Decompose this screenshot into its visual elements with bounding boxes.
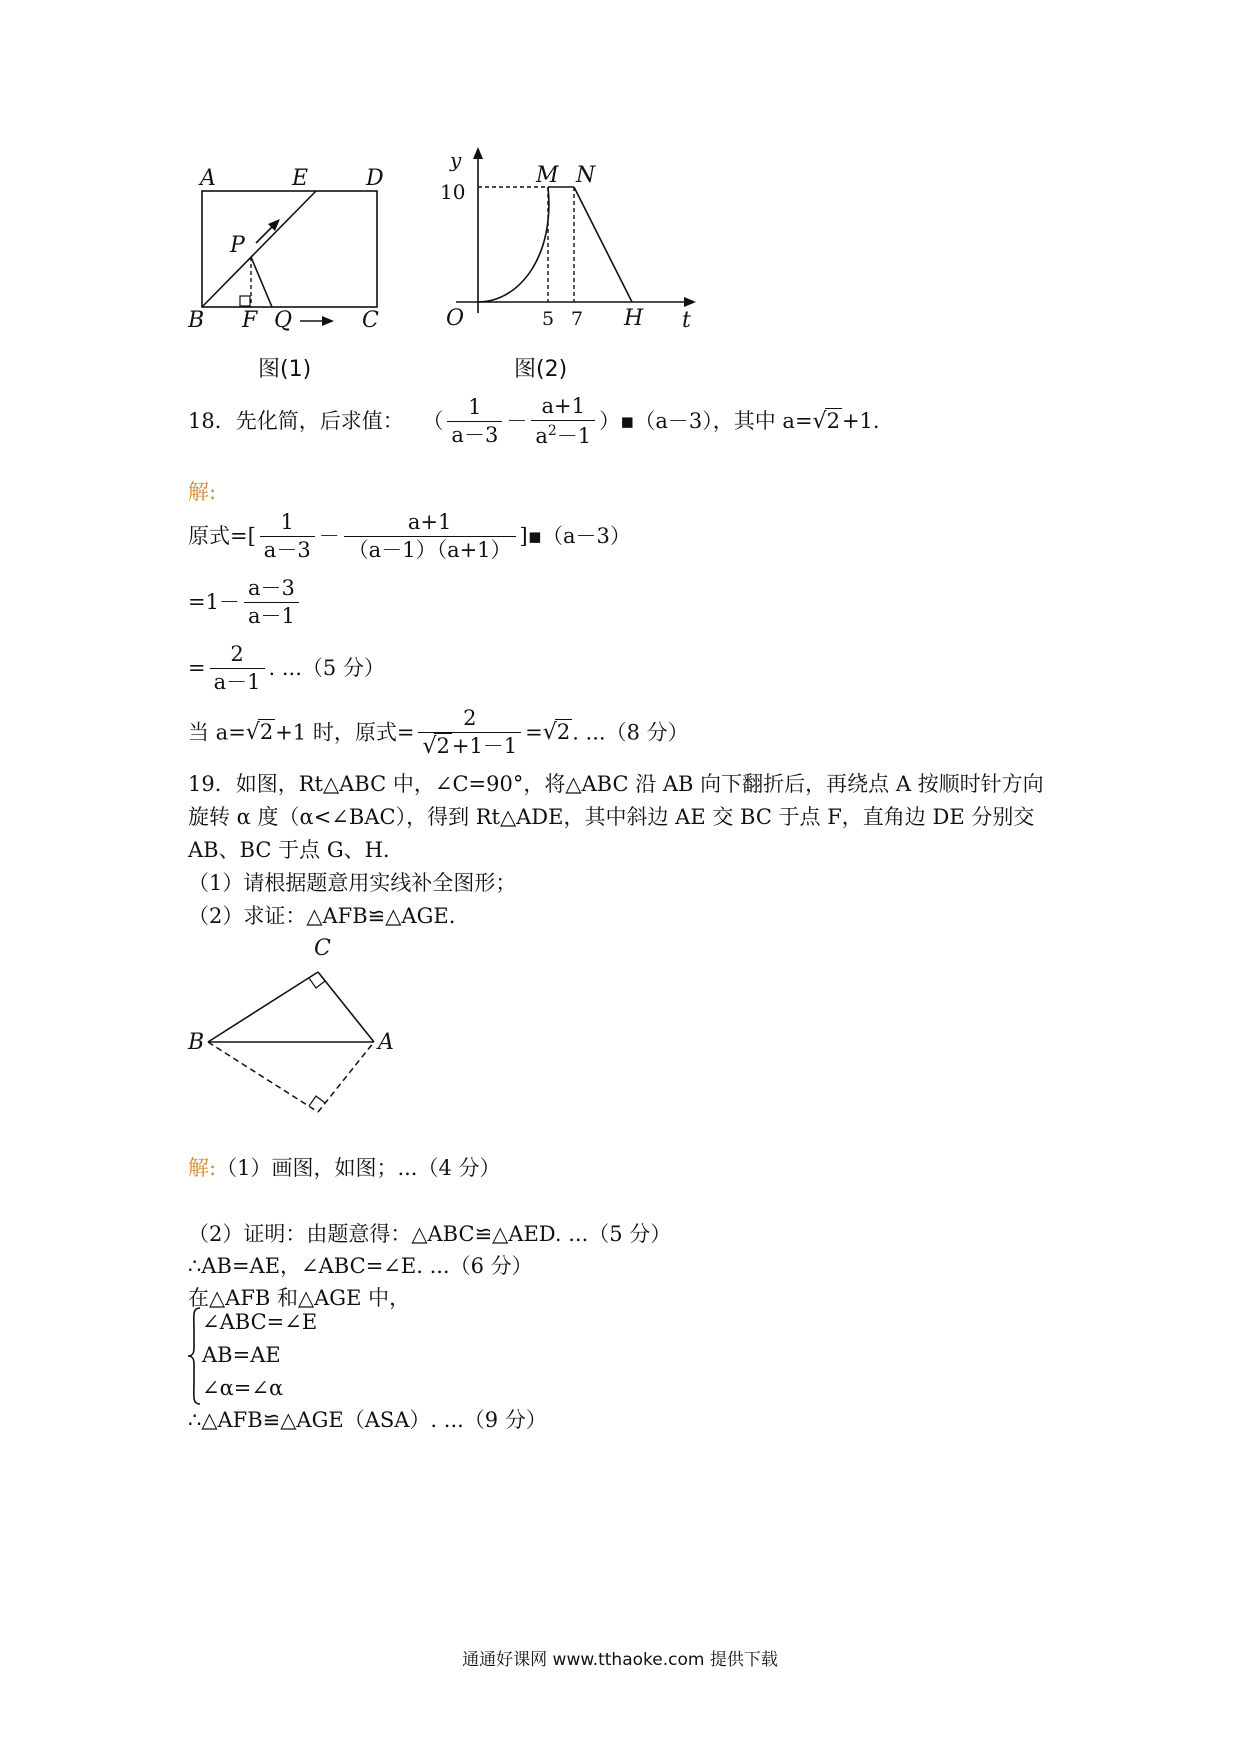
figure-2-graph bbox=[440, 145, 700, 320]
figure-1-caption: 图(1) bbox=[258, 357, 312, 382]
fig2-label-10: 10 bbox=[440, 180, 466, 204]
sol18-jie-label: 解: bbox=[188, 480, 217, 504]
sol19-jie-label: 解: bbox=[188, 1156, 217, 1180]
fig2-label-h: H bbox=[624, 306, 644, 331]
fig1-label-c: C bbox=[362, 308, 379, 333]
fig1-label-e: E bbox=[292, 166, 309, 191]
fig1-label-f: F bbox=[242, 308, 258, 333]
sol18-l4-fraction: $\frac{2}{√2+1-1}$ bbox=[418, 708, 521, 758]
q19-part-1: （1）请根据题意用实线补全图形； bbox=[188, 871, 517, 895]
fig2-label-5: 5 bbox=[542, 308, 555, 330]
page-footer: 通通好课网 www.tthaoke.com 提供下载 bbox=[462, 1650, 778, 1670]
fig3-label-c: C bbox=[314, 936, 331, 961]
fig1-label-q: Q bbox=[274, 308, 293, 333]
figure-3-triangle bbox=[190, 945, 410, 1125]
fig1-arrow-right-icon bbox=[300, 314, 336, 328]
fig1-label-a: A bbox=[200, 166, 216, 191]
q18-multiplier: ）▪（a－3），其中 a= bbox=[599, 409, 813, 433]
q18-minus: － bbox=[506, 409, 528, 433]
q18-fraction-2: $\frac{a+1}{a^2-1}$ bbox=[531, 396, 595, 447]
sol18-line-2: =1－ $\frac{a-3}{a-1}$ bbox=[188, 578, 303, 627]
sol19-line-p4: 在△AFB 和△AGE 中， bbox=[188, 1286, 411, 1310]
q18-cond-tail: +1. bbox=[841, 408, 880, 433]
q18-open-paren: （ bbox=[422, 409, 444, 433]
fig3-label-a: A bbox=[378, 1030, 394, 1055]
sol18-line-3: = $\frac{2}{a-1}$ . ...（5 分） bbox=[188, 642, 385, 694]
sol19-line-p3: ∴AB=AE，∠ABC=∠E. ...（6 分） bbox=[188, 1254, 533, 1278]
fig2-label-o: O bbox=[446, 306, 465, 331]
fig2-label-t: t bbox=[682, 308, 691, 333]
q18-fraction-1: $\frac{1}{a-3}$ bbox=[447, 397, 502, 446]
system-eq-3: ∠α=∠α bbox=[202, 1376, 284, 1400]
q19-line-1: 19．如图，Rt△ABC 中，∠C=90°，将△ABC 沿 AB 向下翻折后，再绕点 A 按顺时针方向 bbox=[188, 772, 1044, 796]
fig2-label-y: y bbox=[450, 148, 462, 172]
sol19-part-1 bbox=[188, 1158, 501, 1179]
fig1-label-b: B bbox=[188, 308, 205, 333]
question-18: 18．先化简，后求值： （ $\frac{1}{a-3}$ － $\frac{a+1}{a^2-1}$ ）▪（a－3），其中 a=√2+1. bbox=[188, 394, 880, 448]
q18-radicand: 2 bbox=[826, 408, 840, 433]
fig2-label-7: 7 bbox=[571, 308, 584, 330]
system-eq-2: AB=AE bbox=[202, 1343, 281, 1367]
q19-part-2: （2）求证：△AFB≌△AGE. bbox=[188, 904, 456, 928]
sol19-line-p5: ∴△AFB≌△AGE（ASA）. ...（9 分） bbox=[188, 1408, 547, 1432]
sol18-l1-fraction-1: $\frac{1}{a-3}$ bbox=[260, 512, 315, 561]
system-brace-icon bbox=[186, 1306, 202, 1406]
fig2-label-n: N bbox=[576, 163, 596, 188]
sol18-line-1: 原式=[ $\frac{1}{a-3}$ － $\frac{a+1}{(a-1)(a+1)}$ ]▪（a－3） bbox=[188, 510, 631, 562]
sol18-l3-fraction: $\frac{2}{a-1}$ bbox=[210, 644, 265, 693]
sol19-p1-text: （1）画图，如图；...（4 分） bbox=[216, 1156, 501, 1180]
sol18-l1-fraction-2: $\frac{a+1}{(a-1)(a+1)}$ bbox=[344, 512, 516, 561]
q18-number: 18．先化简，后求值： bbox=[188, 409, 404, 433]
q19-line-3: AB、BC 于点 G、H. bbox=[188, 838, 390, 862]
sol19-line-p2: （2）证明：由题意得：△ABC≌△AED. ...（5 分） bbox=[188, 1222, 672, 1246]
sol18-l2-fraction: $\frac{a-3}{a-1}$ bbox=[244, 578, 299, 627]
figure-2-caption: 图(2) bbox=[514, 357, 568, 382]
q19-line-2: 旋转 α 度（α<∠BAC），得到 Rt△ADE，其中斜边 AE 交 BC 于点 F，直角边 DE 分别交 bbox=[188, 805, 1035, 829]
fig1-label-d: D bbox=[366, 166, 384, 191]
system-eq-1: ∠ABC=∠E bbox=[202, 1310, 318, 1334]
fig3-label-b: B bbox=[188, 1030, 205, 1055]
sol18-line-4: 当 a=√2+1 时，原式= $\frac{2}{√2+1-1}$ =√2. ...（8 分） bbox=[188, 706, 689, 759]
fig2-label-m: M bbox=[536, 163, 559, 188]
fig1-label-p: P bbox=[230, 233, 245, 258]
